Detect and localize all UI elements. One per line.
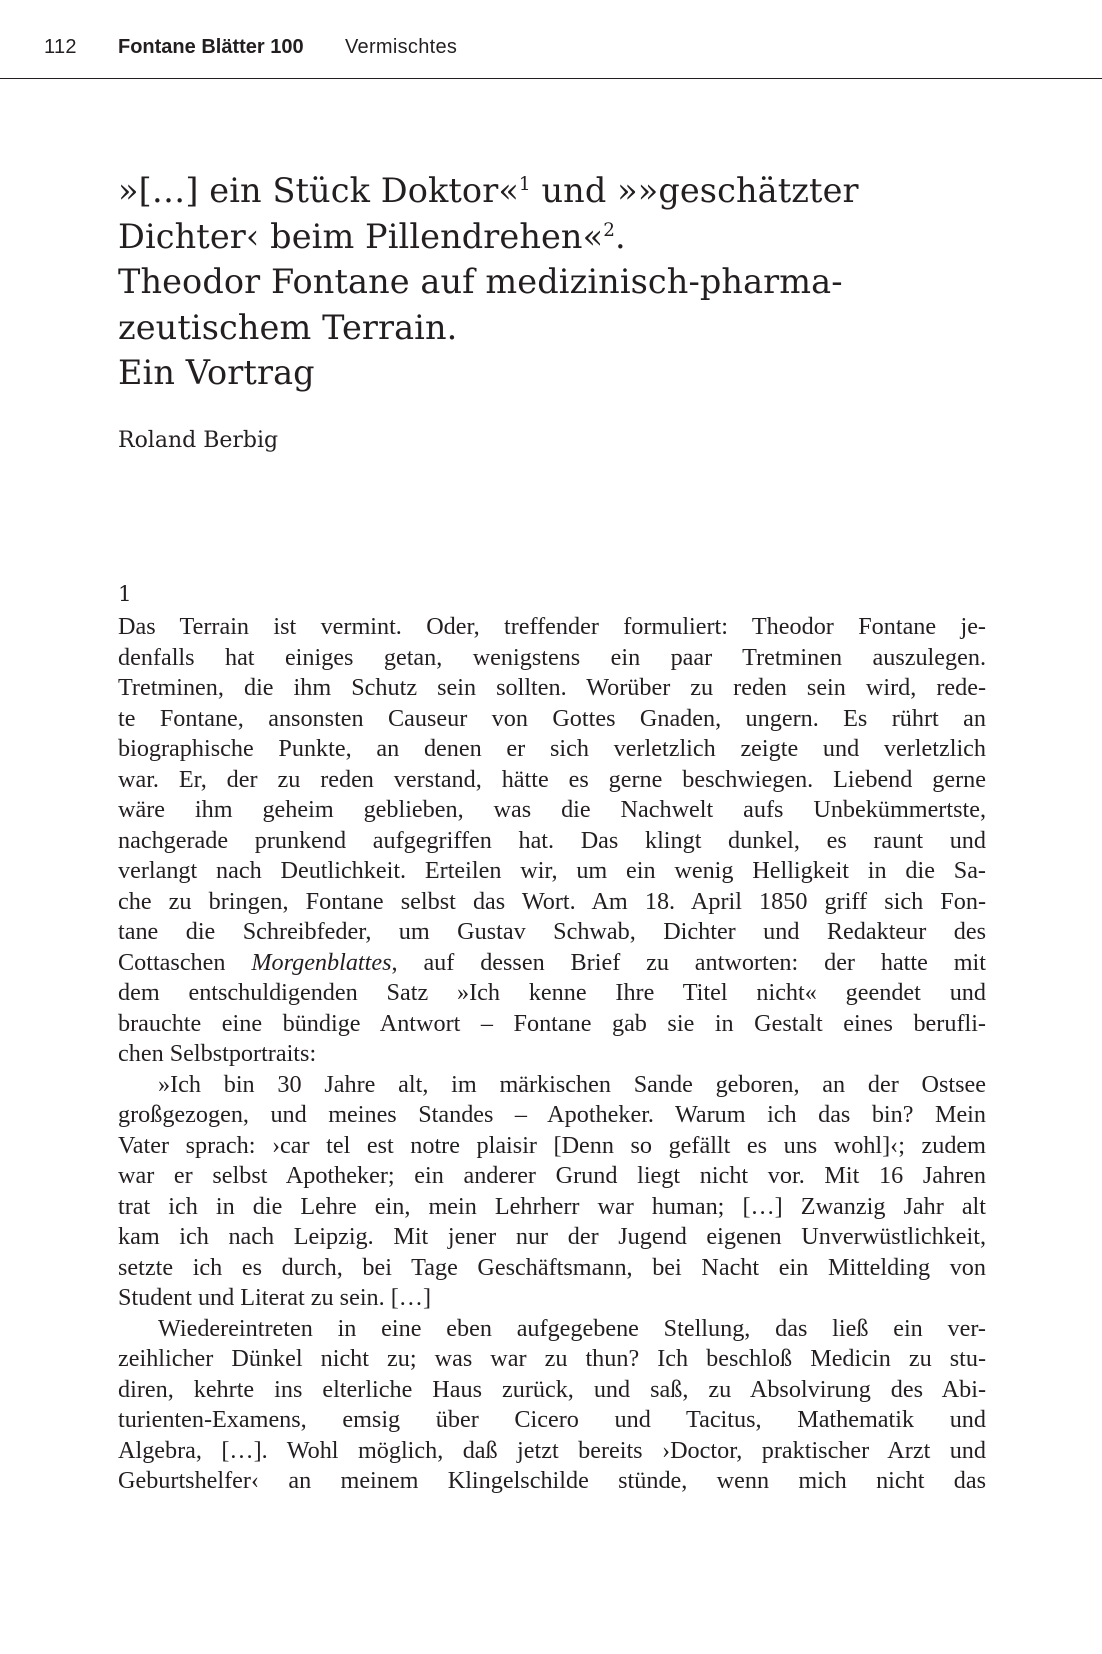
text-line: te Fontane, ansonsten Causeur von Gottes Gnaden, ungern. Es rührt an bbox=[118, 704, 986, 732]
footnote-ref-1[interactable]: 1 bbox=[518, 173, 531, 195]
body-text bbox=[118, 612, 986, 1497]
quote-line: setzte ich es durch, bei Tage Geschäftsmann, bei Nacht ein Mittelding von bbox=[118, 1253, 986, 1281]
text-line: dem entschuldigenden Satz »Ich kenne Ihre Titel nicht« geendet und bbox=[118, 979, 986, 1006]
quote-line: zeihlicher Dünkel nicht zu; was war zu thun? Ich beschloß Medicin zu stu- bbox=[118, 1345, 986, 1372]
quote-line: Algebra, […]. Wohl möglich, daß jetzt bereits ›Doctor, praktischer Arzt und bbox=[118, 1436, 986, 1464]
section-number: 1 bbox=[118, 582, 132, 607]
text-line: che zu bringen, Fontane selbst das Wort. Am 18. April 1850 griff sich Fon- bbox=[118, 887, 986, 915]
text-line: Das Terrain ist vermint. Oder, treffender formuliert: Theodor Fontane je- bbox=[118, 613, 986, 640]
title-line: Ein Vortrag bbox=[118, 353, 315, 392]
quote-line: kam ich nach Leipzig. Mit jener nur der Jugend eigenen Unverwüstlichkeit, bbox=[118, 1223, 986, 1250]
author-name: Roland Berbig bbox=[118, 428, 279, 453]
quote-line: Geburtshelfer‹ an meinem Klingelschilde stünde, wenn mich nicht das bbox=[118, 1467, 986, 1494]
journal-title: Fontane Blätter 100 bbox=[118, 36, 304, 58]
section-name: Vermischtes bbox=[345, 36, 458, 58]
running-header bbox=[0, 0, 1102, 79]
title-line: zeutischem Terrain. bbox=[118, 307, 458, 347]
text-line: Cottaschen Morgenblattes, auf dessen Brief zu antworten: der hatte mit bbox=[118, 948, 986, 976]
text-line: denfalls hat einiges getan, wenigstens ein paar Tretminen auszulegen. bbox=[118, 643, 986, 671]
text-line: nachgerade prunkend aufgegriffen hat. Das klingt dunkel, es raunt und bbox=[118, 826, 986, 854]
quote-line: Vater sprach: ›car tel est notre plaisir [Denn so gefällt es uns wohl]‹; zudem bbox=[118, 1131, 986, 1159]
title-line: Dichter‹ beim Pillendrehen«$^2$. bbox=[118, 216, 626, 256]
quote-line: großgezogen, und meines Standes – Apotheker. Warum ich das bin? Mein bbox=[118, 1101, 986, 1128]
text-line: war. Er, der zu reden verstand, hätte es gerne beschwiegen. Liebend gerne bbox=[118, 765, 986, 793]
title-line: »[…] ein Stück Doktor«$^1$ und »»geschätzter bbox=[118, 171, 859, 210]
quote-line: war er selbst Apotheker; ein anderer Grund liegt nicht vor. Mit 16 Jahren bbox=[118, 1162, 986, 1189]
quote-line: diren, kehrte ins elterliche Haus zurück, und saß, zu Absolvirung des Abi- bbox=[118, 1375, 986, 1403]
text-line: Tretminen, die ihm Schutz sein sollten. Worüber zu reden sein wird, rede- bbox=[118, 674, 986, 701]
text-line: chen Selbstportraits: bbox=[118, 1040, 317, 1067]
footnote-ref-2[interactable]: 2 bbox=[603, 219, 616, 241]
text-line: wäre ihm geheim geblieben, was die Nachwelt aufs Unbekümmertste, bbox=[118, 796, 986, 823]
text-line: brauchte eine bündige Antwort – Fontane gab sie in Gestalt eines berufli- bbox=[118, 1009, 986, 1037]
italic-title: Morgenblattes bbox=[251, 948, 392, 976]
text-line: tane die Schreibfeder, um Gustav Schwab, Dichter und Redakteur des bbox=[118, 918, 986, 945]
article-title bbox=[118, 168, 998, 396]
text-line: biographische Punkte, an denen er sich verletzlich zeigte und verletzlich bbox=[118, 735, 986, 762]
quote-line: »Ich bin 30 Jahre alt, im märkischen Sande geboren, an der Ostsee bbox=[158, 1070, 986, 1098]
quote-line: Student und Literat zu sein. […] bbox=[118, 1284, 432, 1311]
quote-line: turienten-Examens, emsig über Cicero und Tacitus, Mathematik und bbox=[118, 1406, 986, 1433]
title-line: Theodor Fontane auf medizinisch-pharma- bbox=[118, 262, 843, 301]
quote-line: trat ich in die Lehre ein, mein Lehrherr war human; […] Zwanzig Jahr alt bbox=[118, 1192, 986, 1220]
text-line: verlangt nach Deutlichkeit. Erteilen wir, um ein wenig Helligkeit in die Sa- bbox=[118, 857, 986, 884]
page-number: 112 bbox=[44, 36, 77, 58]
quote-line: Wiedereintreten in eine eben aufgegebene Stellung, das ließ ein ver- bbox=[158, 1314, 986, 1342]
